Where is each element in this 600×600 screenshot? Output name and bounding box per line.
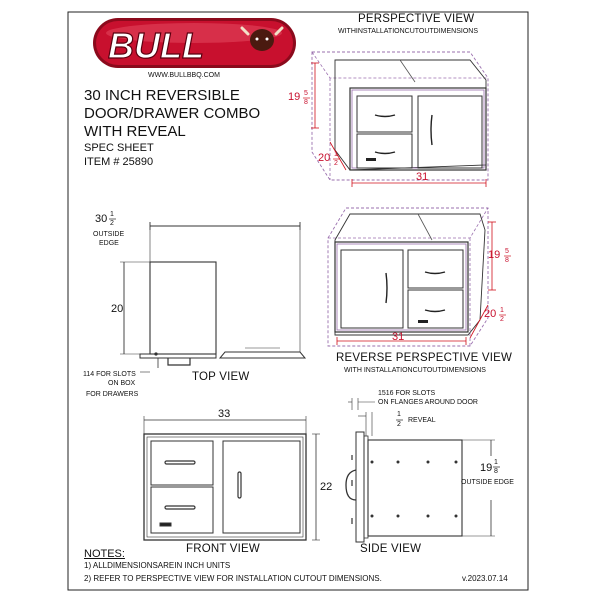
reverse-height-num: 5 xyxy=(505,248,509,255)
reverse-depth-whole: 20 xyxy=(484,308,497,320)
perspective-view-subtitle: WITHINSTALLATIONCUTOUTDIMENSIONS xyxy=(338,28,479,35)
top-slot-note-2: ON BOX xyxy=(108,380,136,387)
perspective-depth-whole: 20 xyxy=(318,152,331,164)
top-slot-note-1: 114 FOR SLOTS xyxy=(83,371,136,378)
front-height: 22 xyxy=(320,481,333,493)
front-view-drawing xyxy=(144,416,320,540)
perspective-depth-den: 2 xyxy=(334,160,338,167)
top-slot-note-3: FOR DRAWERS xyxy=(86,391,139,398)
reverse-height-den: 8 xyxy=(505,257,509,264)
perspective-height-whole: 19 xyxy=(288,91,301,103)
perspective-depth-num: 1 xyxy=(334,151,338,158)
notes-heading: NOTES: xyxy=(84,548,125,560)
side-reveal-den: 2 xyxy=(397,421,401,428)
note-2: 2) REFER TO PERSPECTIVE VIEW FOR INSTALLATION CUTOUT DIMENSIONS. xyxy=(84,574,382,583)
top-outside-whole: 30 xyxy=(95,213,108,225)
front-view-title: FRONT VIEW xyxy=(186,543,260,555)
product-title-line-3: WITH REVEAL xyxy=(84,123,186,140)
top-outside-label: OUTSIDE xyxy=(93,231,125,238)
top-outside-num: 1 xyxy=(110,211,114,218)
bull-logo xyxy=(93,18,296,68)
side-reveal-num: 1 xyxy=(397,411,401,418)
perspective-height-den: 8 xyxy=(304,99,308,106)
version-label: v.2023.07.14 xyxy=(462,574,508,583)
side-height-den: 8 xyxy=(494,468,498,475)
top-outside-den: 2 xyxy=(110,220,114,227)
perspective-view-title: PERSPECTIVE VIEW xyxy=(358,13,475,25)
side-height-whole: 19 xyxy=(480,462,493,474)
reverse-perspective-dimensions xyxy=(337,222,496,345)
top-view-title: TOP VIEW xyxy=(192,371,250,383)
side-view-title: SIDE VIEW xyxy=(360,543,422,555)
side-height-num: 1 xyxy=(494,459,498,466)
reverse-perspective-view-title: REVERSE PERSPECTIVE VIEW xyxy=(336,352,513,364)
item-number: ITEM # 25890 xyxy=(84,156,154,168)
reverse-depth-den: 2 xyxy=(500,316,504,323)
front-width: 33 xyxy=(218,408,231,420)
reverse-height-whole: 19 xyxy=(488,249,501,261)
logo-text: BULL xyxy=(108,25,204,66)
side-outside-edge: OUTSIDE EDGE xyxy=(461,479,514,486)
top-view-drawing xyxy=(120,222,305,372)
website-url[interactable]: WWW.BULLBBQ.COM xyxy=(148,72,220,79)
product-title-line-2: DOOR/DRAWER COMBO xyxy=(84,105,261,122)
product-title-line-1: 30 INCH REVERSIBLE xyxy=(84,87,240,104)
reverse-perspective-view-drawing xyxy=(328,208,496,346)
note-1: 1) ALLDIMENSIONSAREIN INCH UNITS xyxy=(84,561,231,570)
top-edge-label: EDGE xyxy=(99,240,119,247)
side-reveal-label: REVEAL xyxy=(408,417,436,424)
perspective-width: 31 xyxy=(416,171,429,183)
spec-sheet-label: SPEC SHEET xyxy=(84,142,154,154)
side-slot-note-1: 1516 FOR SLOTS xyxy=(378,390,436,397)
reverse-depth-num: 1 xyxy=(500,307,504,314)
perspective-height-num: 5 xyxy=(304,90,308,97)
top-depth: 20 xyxy=(111,303,124,315)
reverse-width: 31 xyxy=(392,331,405,343)
side-slot-note-2: ON FLANGES AROUND DOOR xyxy=(378,399,478,406)
reverse-perspective-view-subtitle: WITH INSTALLATIONCUTOUTDIMENSIONS xyxy=(344,367,486,374)
